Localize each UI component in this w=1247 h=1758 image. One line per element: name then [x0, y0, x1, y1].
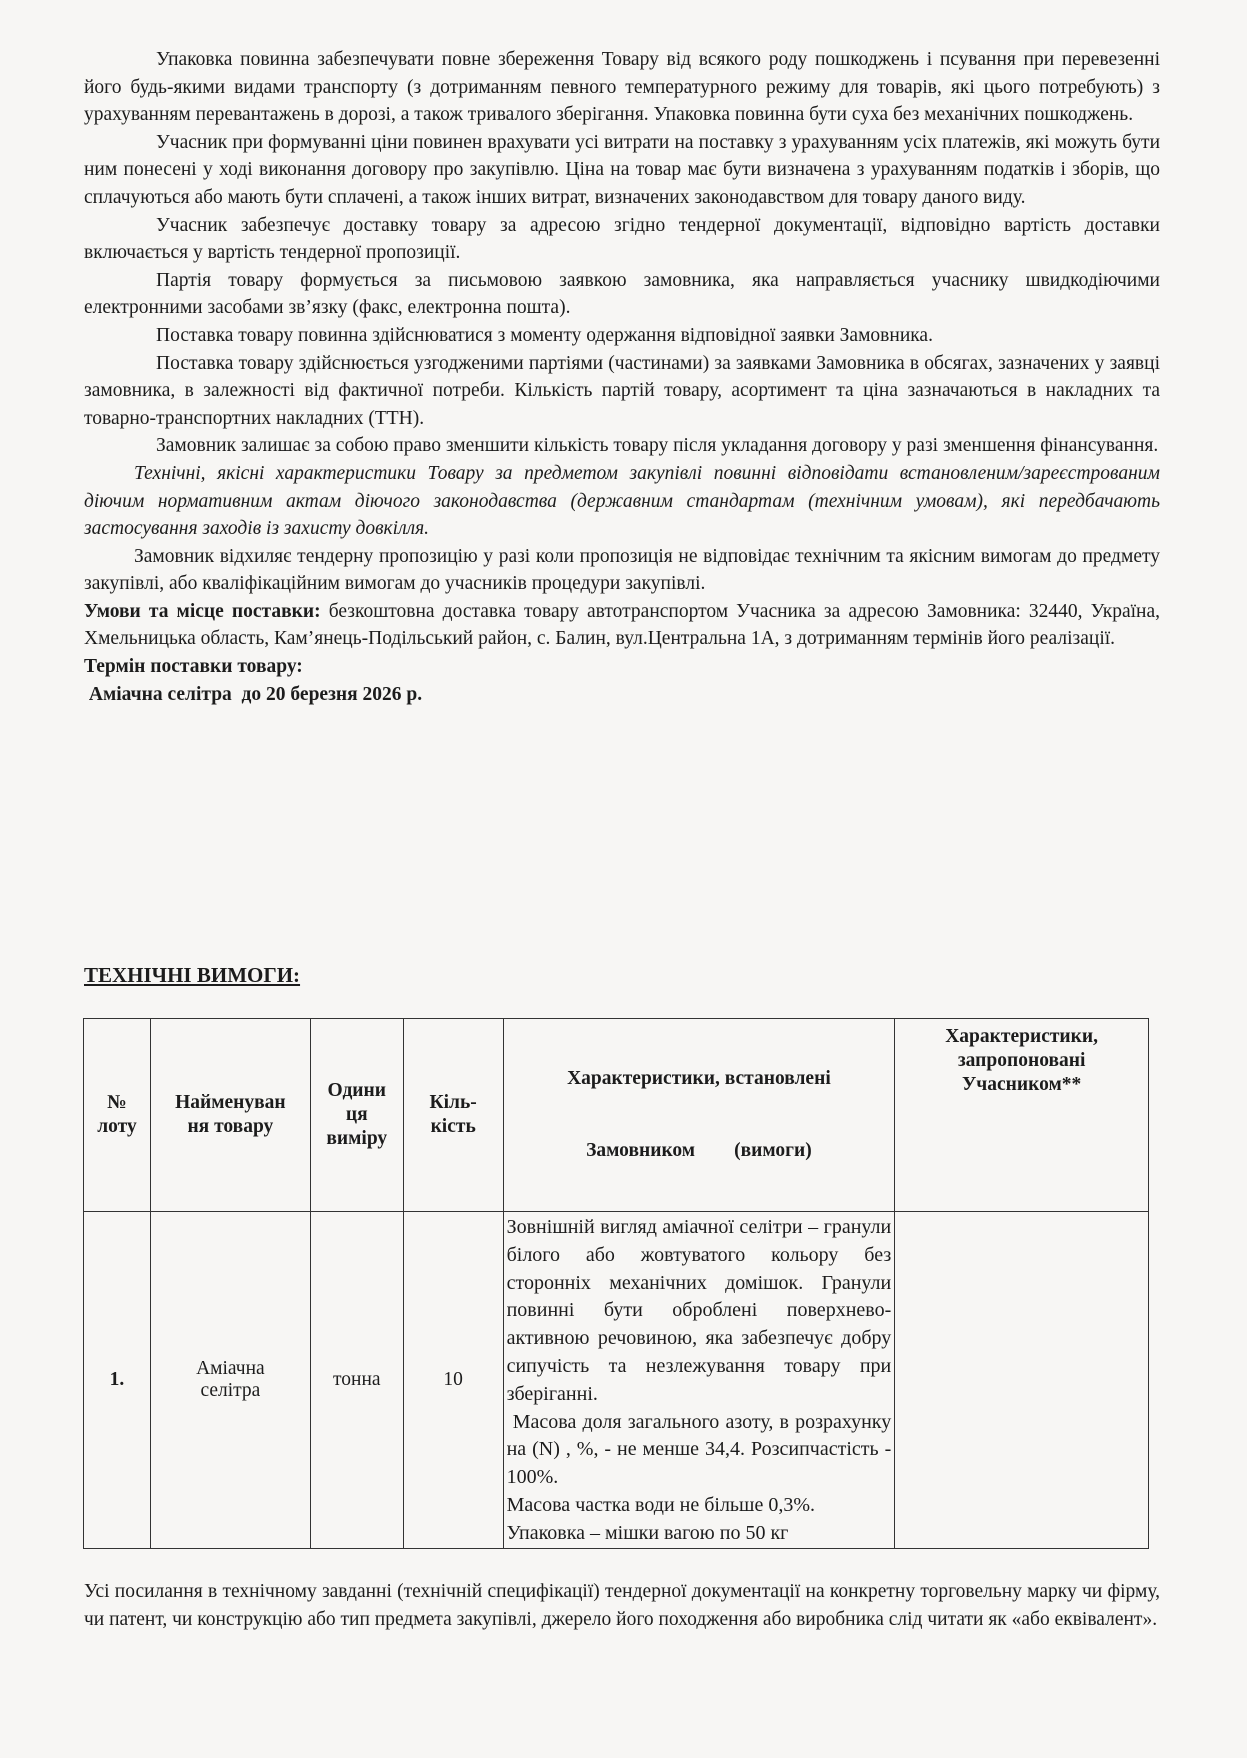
header-lot: № лоту [84, 1019, 151, 1212]
cell-name: Аміачна селітра [150, 1212, 310, 1549]
technical-requirements-table [83, 1018, 1149, 1549]
paragraph-delivery-start: Поставка товару повинна здійснюватися з моменту одержання відповідної заявки Замовника. [156, 324, 933, 346]
delivery-term-value: Аміачна селітра до 20 березня 2026 р. [84, 683, 423, 705]
paragraph-technical-quality: Технічні, якісні характеристики Товару за предметом закупівлі повинні відповідати встановленим/зареєстрованим діючим нормативним актам діючого законодавства (державним стандартам (технічним умовам), які передбачають застосування заходів із захисту довкілля. [84, 462, 1160, 540]
paragraph-reduce-quantity: Замовник залишає за собою право зменшити кількість товару після укладання договору у разі зменшення фінансування. [156, 435, 1159, 457]
delivery-conditions-text: безкоштовна доставка товару автотранспортом Учасника за адресою Замовника: 32440, Україна, Хмельницька область, Кам’янець-Подільський район, с. Балин, вул.Центральна 1А, з дотриманням термінів його реалізації. [84, 600, 1160, 650]
document-body [84, 46, 1160, 708]
cell-unit: тонна [310, 1212, 403, 1549]
paragraph-delivery-address: Учасник забезпечує доставку товару за адресою згідно тендерної документації, відповідно вартість доставки включається у вартість тендерної пропозиції. [84, 214, 1160, 264]
cell-lot: 1. [84, 1212, 151, 1549]
delivery-conditions [84, 598, 1160, 653]
cell-requirements: Зовнішній вигляд аміачної селітри – гранули білого або жовтуватого кольору без сторонніх механічних домішок. Гранули повинні бути оброблені поверхнево-активною речовиною, яка забезпечує добру сипучість та незлежування товару при зберіганні. Масова доля загального азоту, в розрахунку на (N) , %, - не менше 34,4. Розсипчастість - 100%. Масова частка води не більше 0,3%. Упаковка – мішки вагою по 50 кг [503, 1212, 895, 1549]
section-title-technical-requirements: ТЕХНІЧНІ ВИМОГИ: [84, 963, 301, 987]
paragraph-batch-order: Партія товару формується за письмовою заявкою замовника, яка направляється учаснику швидкодіючими електронними засобами зв’язку (факс, електронна пошта). [84, 269, 1160, 319]
paragraph-packaging: Упаковка повинна забезпечувати повне збереження Товару від всякого роду пошкоджень і псування при перевезенні його будь-якими видами транспорту (з дотриманням певного температурного режиму для товарів, які цього потребують) з урахуванням перевантажень в дорозі, а також тривалого зберігання. Упаковка повинна бути суха без механічних пошкоджень. [84, 49, 1160, 126]
delivery-term-label: Термін поставки товару: [84, 656, 303, 678]
paragraph-rejection: Замовник відхиляє тендерну пропозицію у разі коли пропозиція не відповідає технічним та якісним вимогам до предмету закупівлі, або кваліфікаційним вимогам до учасників процедури закупівлі. [84, 545, 1160, 595]
paragraph-batches: Поставка товару здійснюється узгодженими партіями (частинами) за заявками Замовника в обсягах, зазначених у заявці замовника, в залежності від фактичної потреби. Кількість партій товару, асортимент та ціна зазначаються в накладних та товарно-транспортних накладних (ТТН). [84, 352, 1160, 429]
header-quantity: Кіль- кість [403, 1019, 503, 1212]
header-requirements: Характеристики, встановлені Замовником (вимоги) [503, 1019, 895, 1212]
paragraph-pricing: Учасник при формуванні ціни повинен врахувати усі витрати на поставку з урахуванням усіх платежів, які можуть бути ним понесені у ході виконання договору про закупівлю. Ціна на товар має бути визначена з урахуванням податків і зборів, що сплачуються або мають бути сплачені, а також інших витрат, визначених законодавством для товару даного виду. [84, 131, 1160, 208]
header-name: Найменуван ня товару [150, 1019, 310, 1212]
header-offered: Характеристики, запропоновані Учасником** [895, 1019, 1149, 1212]
cell-quantity: 10 [403, 1212, 503, 1549]
header-unit: Одини ця виміру [310, 1019, 403, 1212]
table-row [84, 1212, 1149, 1549]
cell-offered [895, 1212, 1149, 1549]
table-header-row [84, 1019, 1149, 1212]
delivery-conditions-label: Умови та місце поставки: [84, 600, 321, 622]
equivalent-note: Усі посилання в технічному завданні (технічній специфікації) тендерної документації на конкретну торговельну марку чи фірму, чи патент, чи конструкцію або тип предмета закупівлі, джерело його походження або виробника слід читати як «або еквівалент». [84, 1581, 1160, 1630]
